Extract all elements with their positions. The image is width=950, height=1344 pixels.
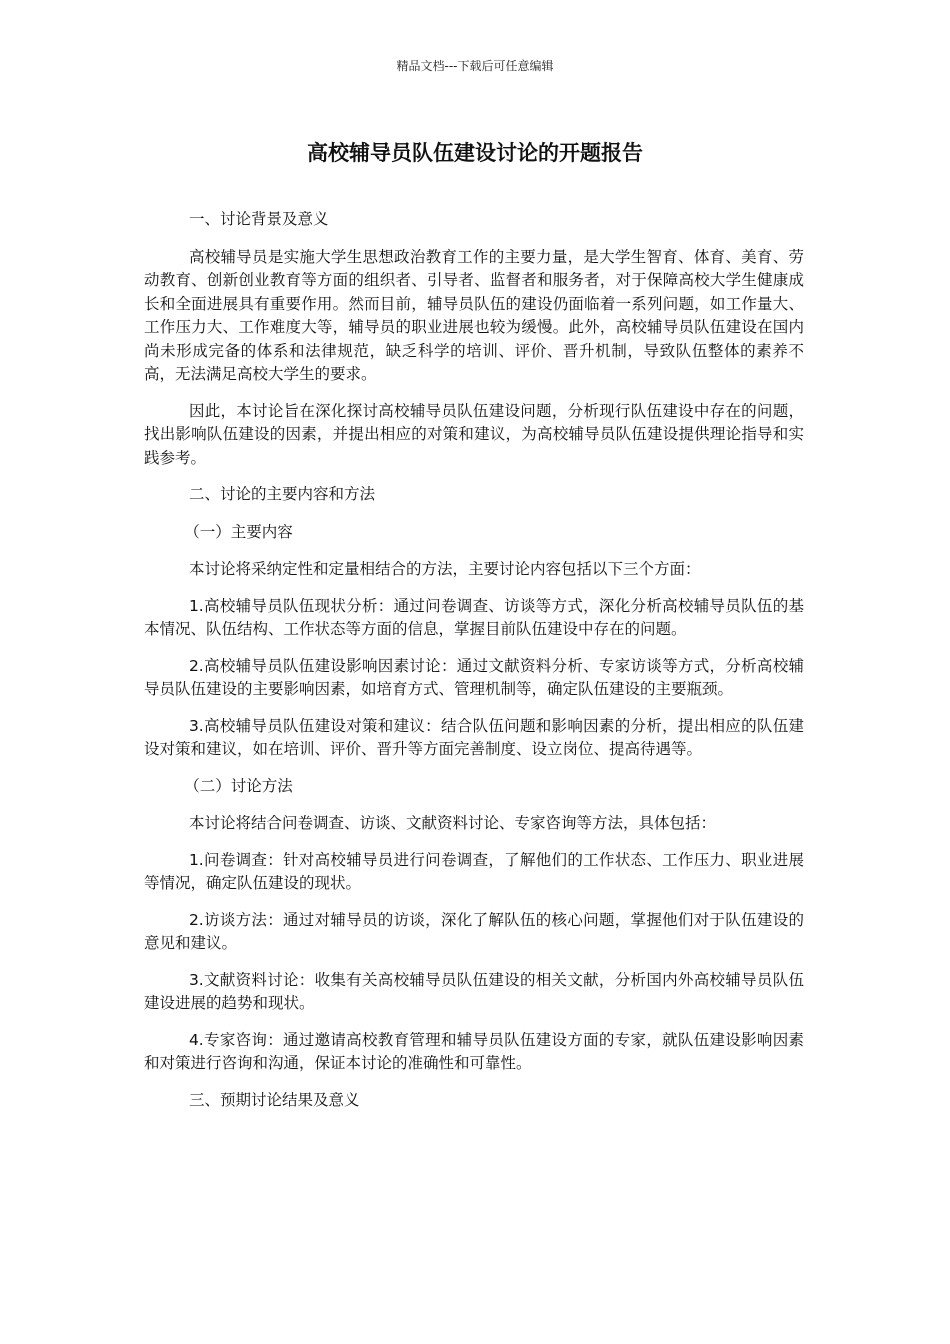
list-item-content-1: 1.高校辅导员队伍现状分析：通过问卷调查、访谈等方式，深化分析高校辅导员队伍的基本情况、队伍结构、工作状态等方面的信息，掌握目前队伍建设中存在的问题。 xyxy=(144,596,804,638)
header-note: 精品文档---下载后可任意编辑 xyxy=(396,59,554,73)
section-heading-background: 一、讨论背景及意义 xyxy=(188,210,329,228)
list-item-method-2: 2.访谈方法：通过对辅导员的访谈，深化了解队伍的核心问题，掌握他们对于队伍建设的意见和建议。 xyxy=(144,910,804,952)
section-heading-expected-results: 三、预期讨论结果及意义 xyxy=(188,1090,360,1109)
subheading-methods: （二）讨论方法 xyxy=(184,776,293,795)
section-heading-content-method: 二、讨论的主要内容和方法 xyxy=(188,485,375,503)
list-item-content-2: 2.高校辅导员队伍建设影响因素讨论：通过文献资料分析、专家访谈等方式，分析高校辅导员队伍建设的主要影响因素，如培育方式、管理机制等，确定队伍建设的主要瓶颈。 xyxy=(144,656,804,698)
list-item-method-4: 4.专家咨询：通过邀请高校教育管理和辅导员队伍建设方面的专家，就队伍建设影响因素和对策进行咨询和沟通，保证本讨论的准确性和可靠性。 xyxy=(144,1030,804,1072)
paragraph-content-intro: 本讨论将采纳定性和定量相结合的方法，主要讨论内容包括以下三个方面： xyxy=(188,560,701,578)
list-item-content-3: 3.高校辅导员队伍建设对策和建议：结合队伍问题和影响因素的分析，提出相应的队伍建设对策和建议，如在培训、评价、晋升等方面完善制度、设立岗位、提高待遇等。 xyxy=(144,716,804,758)
paragraph-background: 高校辅导员是实施大学生思想政治教育工作的主要力量，是大学生智育、体育、美育、劳动教育、创新创业教育等方面的组织者、引导者、监督者和服务者，对于保障高校大学生健康成长和全面进展具有重要作用。然而目前，辅导员队伍的建设仍面临着一系列问题，如工作量大、工作压力大、工作难度大等，辅导员的职业进展也较为缓慢。此外，高校辅导员队伍建设在国内尚未形成完备的体系和法律规范，缺乏科学的培训、评价、晋升机制，导致队伍整体的素养不高，无法满足高校大学生的要求。 xyxy=(144,247,804,383)
document-body xyxy=(144,208,804,1126)
paragraph-purpose: 因此，本讨论旨在深化探讨高校辅导员队伍建设问题，分析现行队伍建设中存在的问题，找出影响队伍建设的因素，并提出相应的对策和建议，为高校辅导员队伍建设提供理论指导和实践参考。 xyxy=(144,401,804,467)
paragraph-methods-intro: 本讨论将结合问卷调查、访谈、文献资料讨论、专家咨询等方法，具体包括： xyxy=(188,814,716,832)
document-title: 高校辅导员队伍建设讨论的开题报告 xyxy=(307,141,643,165)
list-item-method-1: 1.问卷调查：针对高校辅导员进行问卷调查，了解他们的工作状态、工作压力、职业进展等情况，确定队伍建设的现状。 xyxy=(144,850,804,892)
list-item-method-3: 3.文献资料讨论：收集有关高校辅导员队伍建设的相关文献，分析国内外高校辅导员队伍建设进展的趋势和现状。 xyxy=(144,970,804,1012)
subheading-main-content: （一）主要内容 xyxy=(184,522,293,541)
